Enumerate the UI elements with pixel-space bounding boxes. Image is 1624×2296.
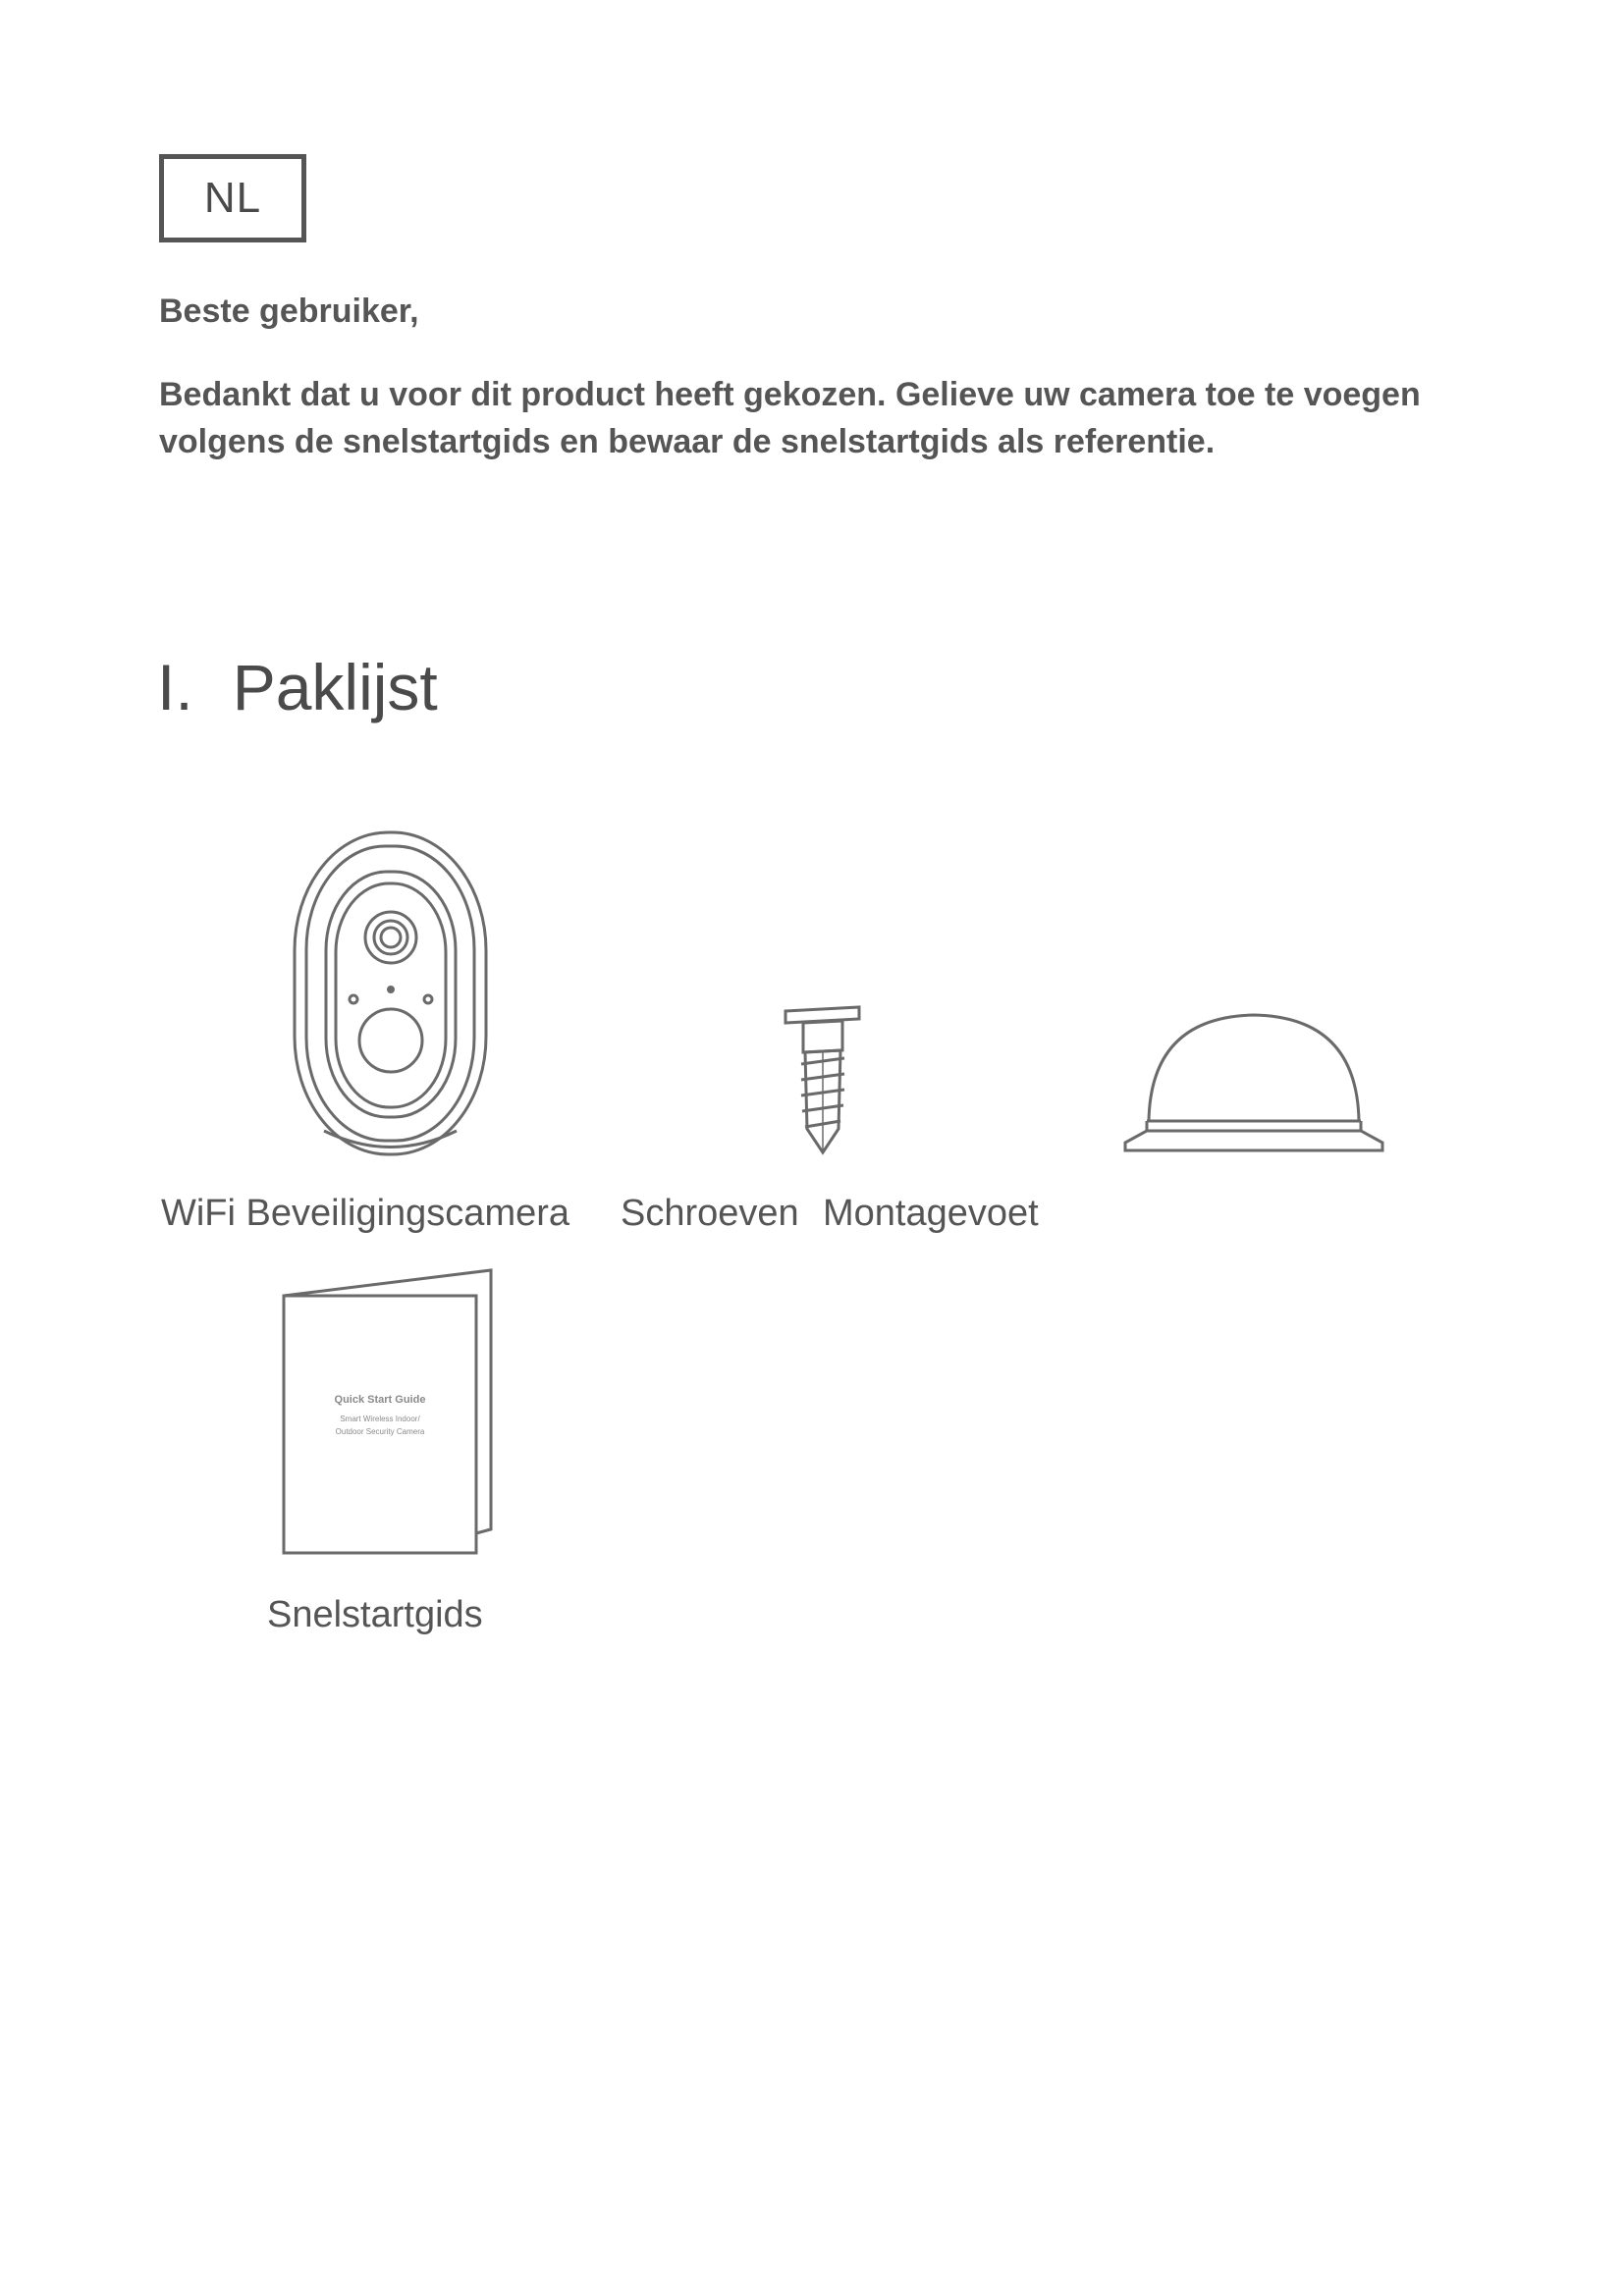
booklet-icon xyxy=(280,1266,496,1561)
section-number: I. xyxy=(157,651,193,723)
language-badge xyxy=(159,154,306,242)
package-item-label: Snelstartgids xyxy=(267,1594,483,1635)
booklet-cover-line: Smart Wireless Indoor/ xyxy=(340,1415,420,1423)
package-item-label: Montagevoet xyxy=(823,1193,1039,1234)
package-item-label: WiFi Beveiligingscamera xyxy=(161,1193,570,1234)
booklet-cover-line: Outdoor Security Camera xyxy=(335,1427,425,1436)
section-title xyxy=(157,650,438,724)
screw-icon xyxy=(776,1003,869,1160)
intro-paragraph: Bedankt dat u voor dit product heeft gekozen. Gelieve uw camera toe te voegen volgens de snelstartgids en bewaar de snelstartgids als referentie. xyxy=(159,376,1421,460)
camera-icon xyxy=(285,825,496,1163)
language-code: NL xyxy=(203,174,262,222)
package-item-label: Schroeven xyxy=(621,1193,799,1234)
section-title-text: Paklijst xyxy=(232,651,438,723)
booklet-cover-title: Quick Start Guide xyxy=(334,1394,426,1406)
mount-base-icon xyxy=(1121,1011,1386,1158)
greeting: Beste gebruiker, xyxy=(159,293,419,330)
